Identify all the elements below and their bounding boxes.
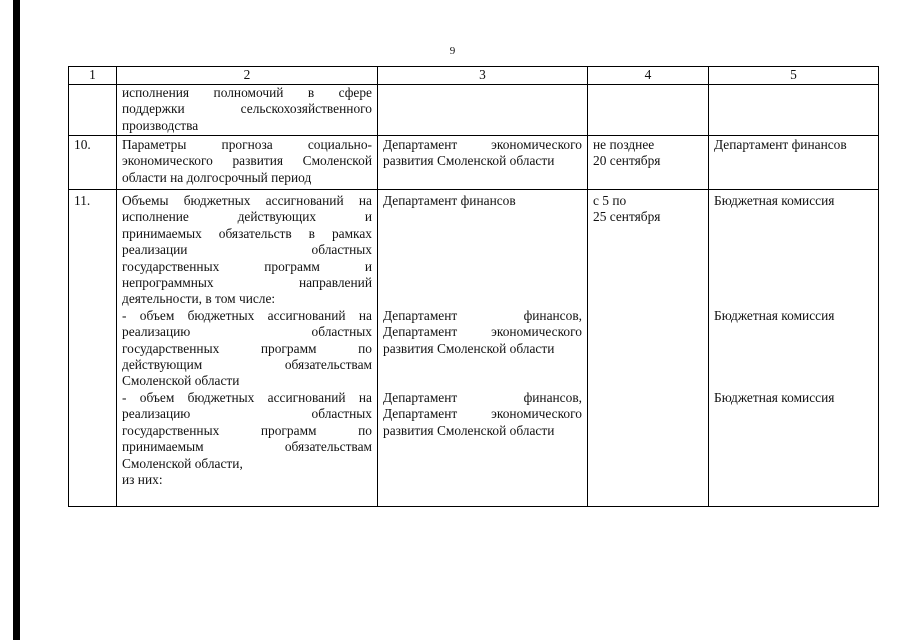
column-header: 4 — [588, 67, 709, 85]
row-responsible: Департамент финансов Департамент финансов, Департамент экономического развития Смоленской области Департамент финансов, Департамент экономического развития Смоленской области — [378, 190, 588, 507]
row-number — [69, 85, 117, 136]
column-header: 1 — [69, 67, 117, 85]
row-deadline — [588, 85, 709, 136]
row-responsible: Департамент экономического развития Смоленской области — [378, 136, 588, 190]
row-recipient: Департамент финансов — [709, 136, 879, 190]
column-header: 3 — [378, 67, 588, 85]
schedule-table — [68, 66, 879, 507]
header-row — [69, 67, 879, 85]
row-number: 10. — [69, 136, 117, 190]
table-row — [69, 190, 879, 507]
scan-edge-bar — [13, 0, 20, 640]
row-deadline: не позднее 20 сентября — [588, 136, 709, 190]
table-row — [69, 85, 879, 136]
row-deadline: с 5 по 25 сентября — [588, 190, 709, 507]
row-description: Объемы бюджетных ассигнований на исполнение действующих и принимаемых обязательств в рамках реализации областных государственных программ и непрограммных направлений деятельности, в том числе: - объем бюджетных ассигнований на реализацию областных государственных программ по действующим обязательствам Смоленской области - объем бюджетных ассигнований на реализацию областных государственных программ по принимаемым обязательствам Смоленской области, из них: — [117, 190, 378, 507]
page-number: 9 — [449, 45, 456, 57]
row-recipient — [709, 85, 879, 136]
column-header: 2 — [117, 67, 378, 85]
row-description: Параметры прогноза социально- экономического развития Смоленской области на долгосрочный период — [117, 136, 378, 190]
row-responsible — [378, 85, 588, 136]
column-header: 5 — [709, 67, 879, 85]
row-description: исполнения полномочий в сфере поддержки сельскохозяйственного производства — [117, 85, 378, 136]
row-number: 11. — [69, 190, 117, 507]
table-row — [69, 136, 879, 190]
row-recipient: Бюджетная комиссия Бюджетная комиссия Бюджетная комиссия — [709, 190, 879, 507]
